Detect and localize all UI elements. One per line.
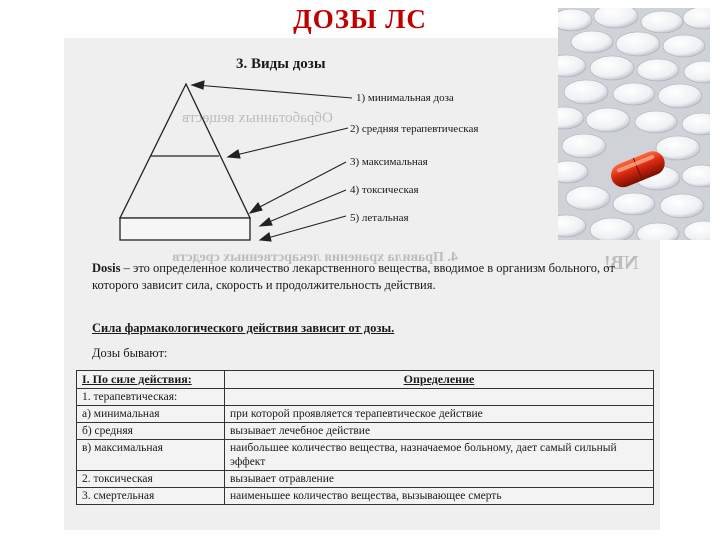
dose-label-average: 2) средняя терапевтическая	[350, 123, 479, 135]
table-cell: 3. смертельная	[77, 488, 225, 505]
arrow-toxic	[260, 190, 346, 226]
table-row	[77, 488, 654, 505]
bleed-through-text: Обработанных веществ	[182, 110, 333, 126]
arrow-maximal	[250, 162, 346, 213]
dose-label-minimal: 1) минимальная доза	[356, 92, 454, 104]
pills-photo	[558, 8, 710, 240]
dose-label-toxic: 4) токсическая	[350, 184, 419, 196]
slide-title: ДОЗЫ ЛС	[293, 4, 427, 34]
doses-are-label: Дозы бывают:	[92, 346, 168, 360]
table-header-cell: Определение	[225, 371, 654, 389]
table-cell: б) средняя	[77, 423, 225, 440]
table-header-row	[77, 371, 654, 389]
table-cell: вызывает отравление	[225, 471, 654, 488]
pyramid-shape	[120, 84, 250, 240]
table-cell: а) минимальная	[77, 406, 225, 423]
table-cell: 2. токсическая	[77, 471, 225, 488]
dosis-definition-text: – это определенное количество лекарственного вещества, вводимое в организм больного, от которого зависит сила, скорость и продолжительность действия.	[92, 261, 615, 292]
pills-illustration	[558, 8, 710, 240]
table-row	[77, 471, 654, 488]
dose-label-maximal: 3) максимальная	[350, 156, 428, 168]
table-row	[77, 440, 654, 471]
table-cell: 1. терапевтическая:	[77, 389, 225, 406]
bleed-through-text: NB!	[604, 252, 639, 274]
table-row	[77, 406, 654, 423]
dose-label-lethal: 5) летальная	[350, 212, 409, 224]
arrow-average	[228, 128, 348, 158]
strength-note: Сила фармакологического действия зависит от дозы.	[92, 321, 395, 335]
table-cell	[225, 389, 654, 406]
table-header-cell: I. По силе действия:	[77, 371, 225, 389]
table-cell: при которой проявляется терапевтическое действие	[225, 406, 654, 423]
table-cell: в) максимальная	[77, 440, 225, 471]
table-row	[77, 423, 654, 440]
dosis-term: Dosis	[92, 261, 121, 275]
table-cell: наименьшее количество вещества, вызывающее смерть	[225, 488, 654, 505]
dosis-definition	[92, 260, 632, 294]
table-cell: наибольшее количество вещества, назначаемое больному, дает самый сильный эффект	[225, 440, 654, 471]
table-row	[77, 389, 654, 406]
arrow-minimal	[192, 81, 352, 98]
section-title: 3. Виды дозы	[236, 56, 326, 72]
table-cell: вызывает лечебное действие	[225, 423, 654, 440]
bleed-through-text: 4. Правила хранения лекарственных средств	[172, 250, 458, 265]
dose-table	[76, 370, 654, 505]
